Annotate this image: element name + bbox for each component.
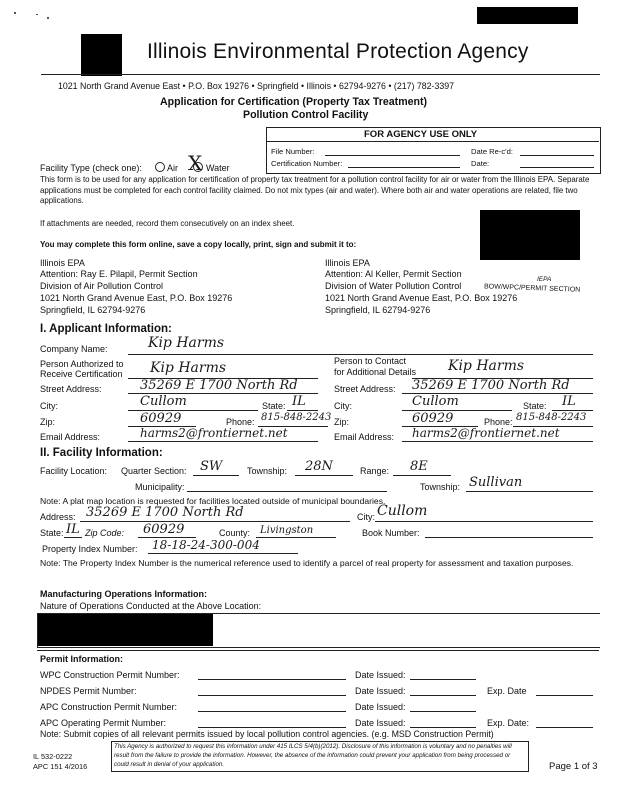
authorized-person-label-2: Receive Certification xyxy=(40,369,123,379)
county-label: County: xyxy=(219,528,251,538)
email-line xyxy=(128,441,318,442)
county-value[interactable]: Livingston xyxy=(260,525,314,536)
facility-address-value[interactable]: 35269 E 1700 North Rd xyxy=(86,505,244,520)
contact-person-label-1: Person to Contact xyxy=(334,356,407,366)
contact-phone-label: Phone: xyxy=(484,417,513,427)
quarter-section-line xyxy=(193,475,239,476)
county-line xyxy=(256,537,336,538)
air-address-line-4: 1021 North Grand Avenue East, P.O. Box 19276 xyxy=(40,293,233,303)
facility-state-value[interactable]: IL xyxy=(66,522,80,537)
range-value[interactable]: 8E xyxy=(410,459,428,474)
facility-type-label: Facility Type (check one): xyxy=(40,163,142,173)
apc-construction-date-label: Date Issued: xyxy=(355,702,406,712)
water-label: Water xyxy=(206,163,230,173)
state-value[interactable]: IL xyxy=(292,394,306,409)
applicant-section-heading: I. Applicant Information: xyxy=(40,323,172,335)
attachments-note: If attachments are needed, record them consecutively on an index sheet. xyxy=(40,219,295,228)
cert-number-label: Certification Number: xyxy=(271,159,343,168)
agency-title: Illinois Environmental Protection Agency xyxy=(147,40,529,63)
street-address-value[interactable]: 35269 E 1700 North Rd xyxy=(140,378,298,393)
air-label: Air xyxy=(167,163,178,173)
redaction-block xyxy=(480,210,580,260)
book-number-line xyxy=(425,537,593,538)
npdes-exp-line[interactable] xyxy=(536,695,593,696)
apc-construction-label: APC Construction Permit Number: xyxy=(40,702,178,712)
wpc-permit-line[interactable] xyxy=(198,679,346,680)
city-label: City: xyxy=(40,401,58,411)
operations-nature-label: Nature of Operations Conducted at the Above Location: xyxy=(40,601,262,611)
header-rule xyxy=(41,74,600,75)
facility-zip-value[interactable]: 60929 xyxy=(143,522,185,537)
facility-zip-label: Zip Code: xyxy=(85,528,125,538)
water-address-line-2: Attention: Al Keller, Permit Section xyxy=(325,269,462,279)
book-number-label: Book Number: xyxy=(362,528,420,538)
date-recd-label: Date Re-c'd: xyxy=(471,147,513,156)
company-name-label: Company Name: xyxy=(40,344,108,354)
apc-operating-exp-line[interactable] xyxy=(536,727,593,728)
scan-speck xyxy=(36,14,38,15)
plat-map-note: Note: A plat map location is requested for facilities located outside of municipal boundaries. xyxy=(40,496,386,506)
npdes-permit-label: NPDES Permit Number: xyxy=(40,686,137,696)
pin-label: Property Index Number: xyxy=(42,544,138,554)
apc-construction-date-line[interactable] xyxy=(410,711,476,712)
water-address-line-4: 1021 North Grand Avenue East, P.O. Box 19276 xyxy=(325,293,518,303)
npdes-date-issued-line[interactable] xyxy=(410,695,476,696)
received-stamp-line-2: BOW/WPC/PERMIT SECTION xyxy=(483,283,581,294)
agency-address-line: 1021 North Grand Avenue East • P.O. Box 19276 • Springfield • Illinois • 62794-9276 • (217) 782-3397 xyxy=(58,81,455,91)
facility-city-value[interactable]: Cullom xyxy=(377,503,428,519)
state-label: State: xyxy=(262,401,286,411)
pin-value[interactable]: 18-18-24-300-004 xyxy=(152,538,260,552)
water-address-line-3: Division of Water Pollution Control xyxy=(325,281,462,291)
facility-address-line xyxy=(80,521,350,522)
facility-city-line xyxy=(375,521,593,522)
air-radio[interactable] xyxy=(155,162,165,172)
pin-note: Note: The Property Index Number is the numerical reference used to identify a parcel of real property for assessment and taxation purposes. xyxy=(40,558,574,568)
logo-redaction xyxy=(81,34,122,76)
form-id-line-2: APC 151 4/2016 xyxy=(33,762,88,771)
water-address-line-1: Illinois EPA xyxy=(325,258,370,268)
contact-email-line xyxy=(402,441,593,442)
date-recd-field[interactable] xyxy=(520,155,594,156)
contact-phone-value[interactable]: 815-848-2243 xyxy=(516,412,587,423)
company-name-value[interactable]: Kip Harms xyxy=(148,335,225,351)
npdes-exp-label: Exp. Date xyxy=(487,686,527,696)
wpc-date-issued-label: Date Issued: xyxy=(355,670,406,680)
wpc-date-issued-line[interactable] xyxy=(410,679,476,680)
cert-number-field[interactable] xyxy=(348,167,460,168)
township-value[interactable]: 28N xyxy=(305,459,333,474)
contact-city-label: City: xyxy=(334,401,352,411)
municipality-line xyxy=(187,491,387,492)
form-id-line-1: IL 532-0222 xyxy=(33,752,73,761)
form-title: Application for Certification (Property Tax Treatment) xyxy=(160,96,428,108)
disclaimer-text: This Agency is authorized to request this information under 415 ILCS 5/4(b)(2012). Disclosure of this information is voluntary and no penalties will result from the failure to provide the information. However, the absence of the information could prevent your application from being processed or could result in denial of your application. xyxy=(114,743,512,768)
facility-address-label: Address: xyxy=(40,512,76,522)
range-label: Range: xyxy=(360,466,390,476)
city-value[interactable]: Cullom xyxy=(140,394,187,409)
quarter-section-label: Quarter Section: xyxy=(121,466,187,476)
operations-heading: Manufacturing Operations Information: xyxy=(40,589,208,599)
email-label: Email Address: xyxy=(40,432,101,442)
apc-operating-exp-label: Exp. Date: xyxy=(487,718,530,728)
form-subtitle: Pollution Control Facility xyxy=(243,109,369,121)
apc-construction-line[interactable] xyxy=(198,711,346,712)
air-address-line-3: Division of Air Pollution Control xyxy=(40,281,164,291)
contact-person-label-2: for Additional Details xyxy=(334,367,417,377)
contact-zip-value[interactable]: 60929 xyxy=(412,411,454,426)
file-number-field[interactable] xyxy=(325,155,460,156)
phone-label: Phone: xyxy=(226,417,255,427)
scan-speck xyxy=(47,17,49,19)
air-address-line-1: Illinois EPA xyxy=(40,258,85,268)
authorized-person-value[interactable]: Kip Harms xyxy=(150,360,227,376)
range-line xyxy=(393,475,451,476)
apc-operating-line[interactable] xyxy=(198,727,346,728)
contact-zip-label: Zip: xyxy=(334,417,350,427)
wpc-permit-label: WPC Construction Permit Number: xyxy=(40,670,180,680)
township2-label: Township: xyxy=(420,482,461,492)
npdes-date-issued-label: Date Issued: xyxy=(355,686,406,696)
facility-section-heading: II. Facility Information: xyxy=(40,447,163,459)
state-line xyxy=(287,410,318,411)
authorized-person-label-1: Person Authorized to xyxy=(40,359,124,369)
contact-person-value[interactable]: Kip Harms xyxy=(448,358,525,374)
operations-box-rule xyxy=(37,650,599,651)
zip-value[interactable]: 60929 xyxy=(140,411,182,426)
air-address-line-5: Springfield, IL 62794-9276 xyxy=(40,305,146,315)
npdes-permit-line[interactable] xyxy=(198,695,346,696)
email-value[interactable]: harms2@frontiernet.net xyxy=(140,426,288,440)
received-stamp-line-1: IEPA xyxy=(537,276,552,283)
apc-operating-date-label: Date Issued: xyxy=(355,718,406,728)
permit-copies-note: Note: Submit copies of all relevant permits issued by local pollution control agencies. (e.g. MSD Construction Permit) xyxy=(40,729,494,739)
quarter-section-value[interactable]: SW xyxy=(200,459,223,474)
instructions-paragraph: This form is to be used for any application for certification of property tax treatment for a pollution control facility for air or water from the Illinois EPA. Separate applications must be completed for each control facility claimed. Do not mix types (air and water). Where both air and water operations are related, file two applications. xyxy=(40,175,590,205)
agency-use-heading: FOR AGENCY USE ONLY xyxy=(364,129,478,140)
township-line xyxy=(295,475,353,476)
contact-street-value[interactable]: 35269 E 1700 North Rd xyxy=(412,378,570,393)
company-name-line xyxy=(128,354,593,355)
facility-state-line xyxy=(64,537,82,538)
scan-speck xyxy=(14,12,16,14)
facility-state-label: State: xyxy=(40,528,64,538)
apc-operating-label: APC Operating Permit Number: xyxy=(40,718,167,728)
contact-city-value[interactable]: Cullom xyxy=(412,394,459,409)
contact-email-value[interactable]: harms2@frontiernet.net xyxy=(412,426,560,440)
phone-value[interactable]: 815-848-2243 xyxy=(261,412,332,423)
agency-use-rule xyxy=(266,141,599,142)
submit-instructions: You may complete this form online, save a copy locally, print, sign and submit it to: xyxy=(40,240,357,249)
pin-line xyxy=(148,553,298,554)
date-label: Date: xyxy=(471,159,490,168)
facility-location-label: Facility Location: xyxy=(40,466,108,476)
water-check-mark: X xyxy=(188,151,203,175)
contact-email-label: Email Address: xyxy=(334,432,395,442)
operations-text-box[interactable] xyxy=(37,613,600,648)
contact-street-label: Street Address: xyxy=(334,384,396,394)
permit-heading: Permit Information: xyxy=(40,654,124,664)
page-number: Page 1 of 3 xyxy=(549,761,598,772)
township2-value[interactable]: Sullivan xyxy=(469,475,523,490)
file-number-label: File Number: xyxy=(271,147,315,156)
air-address-line-2: Attention: Ray E. Pilapil, Permit Section xyxy=(40,269,198,279)
street-address-label: Street Address: xyxy=(40,384,102,394)
contact-state-line xyxy=(552,410,593,411)
township-label: Township: xyxy=(247,466,288,476)
redaction-block xyxy=(477,7,578,24)
water-address-line-5: Springfield, IL 62794-9276 xyxy=(325,305,431,315)
municipality-label: Municipality: xyxy=(135,482,185,492)
contact-state-value[interactable]: IL xyxy=(562,394,576,409)
facility-city-label: City: xyxy=(357,512,375,522)
apc-operating-date-line[interactable] xyxy=(410,727,476,728)
zip-label: Zip: xyxy=(40,417,56,427)
township2-line xyxy=(466,491,593,492)
date-field[interactable] xyxy=(520,167,594,168)
contact-state-label: State: xyxy=(523,401,547,411)
